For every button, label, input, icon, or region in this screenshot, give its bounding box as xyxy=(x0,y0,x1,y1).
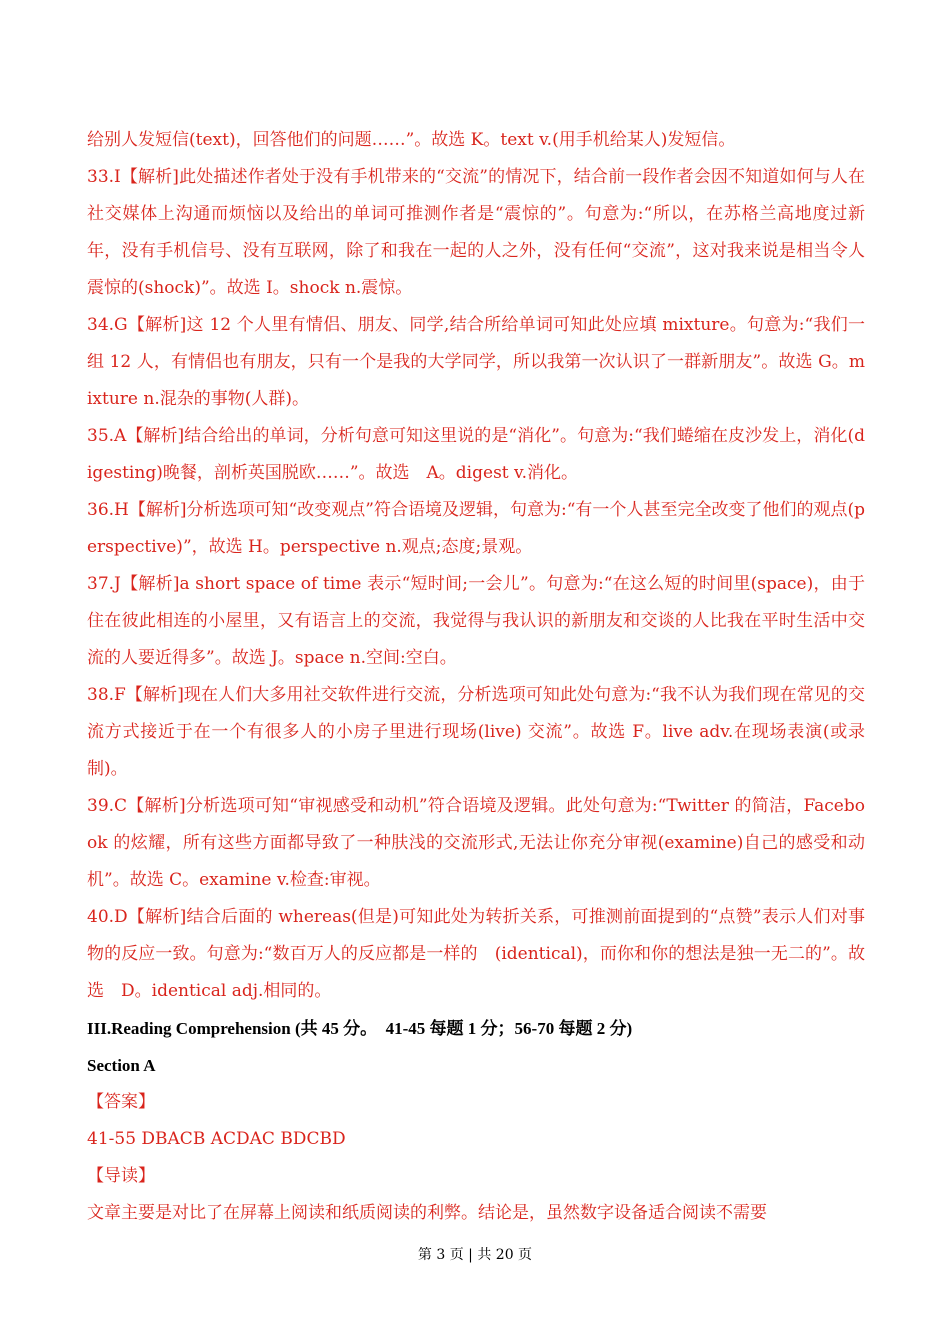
explanation-35: 35.A【解析]结合给出的单词，分析句意可知这里说的是“消化”。句意为:“我们蜷缩在皮沙发上，消化(digesting)晚餐，剖析英国脱欧……”。故选 A。digest v.消化。 xyxy=(87,426,865,483)
page-footer: 第 3 页 | 共 20 页 xyxy=(417,1247,533,1263)
explanation-37: 37.J【解析]a short space of time 表示“短时间;一会儿”。句意为:“在这么短的时间里(space)，由于住在彼此相连的小屋里，又有语言上的交流，我觉得与我认识的新朋友和交谈的人比我在平时生活中交流的人要近得多”。故选 J。space n.空间:空白。 xyxy=(87,574,865,668)
explanation-38: 38.F【解析]现在人们大多用社交软件进行交流，分析选项可知此处句意为:“我不认为我们现在常见的交流方式接近于在一个有很多人的小房子里进行现场(live) 交流”。故选 F。live adv.在现场表演(或录制)。 xyxy=(87,685,865,779)
explanation-34: 34.G【解析]这 12 个人里有情侣、朋友、同学,结合所给单词可知此处应填 mixture。句意为:“我们一组 12 人，有情侣也有朋友，只有一个是我的大学同学，所以我第一次认识了一群新朋友”。故选 G。mixture n.混杂的事物(人群)。 xyxy=(87,315,865,409)
explanation-36: 36.H【解析]分析选项可知“改变观点”符合语境及逻辑，句意为:“有一个人甚至完全改变了他们的观点(perspective)”，故选 H。perspective n.观点;态度;景观。 xyxy=(87,500,865,557)
section-heading-section-a: Section A xyxy=(87,1056,156,1075)
guide-label: 【导读】 xyxy=(87,1166,155,1186)
section-heading-reading-comprehension: III.Reading Comprehension (共 45 分。 41-45 每题 1 分；56-70 每题 2 分) xyxy=(87,1019,633,1038)
explanation-40: 40.D【解析]结合后面的 whereas(但是)可知此处为转折关系，可推测前面提到的“点赞”表示人们对事物的反应一致。句意为:“数百万人的反应都是一样的 (identical)，而你和你的想法是独一无二的”。故选 D。identical adj.相同的。 xyxy=(87,907,865,1001)
explanation-39: 39.C【解析]分析选项可知“审视感受和动机”符合语境及逻辑。此处句意为:“Twitter 的简洁，Facebook 的炫耀，所有这些方面都导致了一种肤浅的交流形式,无法让你充分审视(examine)自己的感受和动机”。故选 C。examine v.检查:审视。 xyxy=(87,796,865,890)
guide-text: 文章主要是对比了在屏幕上阅读和纸质阅读的利弊。结论是，虽然数字设备适合阅读不需要 xyxy=(87,1203,767,1223)
answer-label: 【答案】 xyxy=(87,1092,155,1112)
explanation-33: 33.I【解析]此处描述作者处于没有手机带来的“交流”的情况下，结合前一段作者会因不知道如何与人在社交媒体上沟通而烦恼以及给出的单词可推测作者是“震惊的”。句意为:“所以，在苏格兰高地度过新年，没有手机信号、没有互联网，除了和我在一起的人之外，没有任何“交流”，这对我来说是相当令人震惊的(shock)”。故选 I。shock n.震惊。 xyxy=(87,167,865,298)
answer-key: 41-55 DBACB ACDAC BDCBD xyxy=(87,1129,346,1149)
explanation-32-continued: 给别人发短信(text)，回答他们的问题……”。故选 K。text v.(用手机给某人)发短信。 xyxy=(87,130,736,150)
document-body xyxy=(87,122,865,1232)
